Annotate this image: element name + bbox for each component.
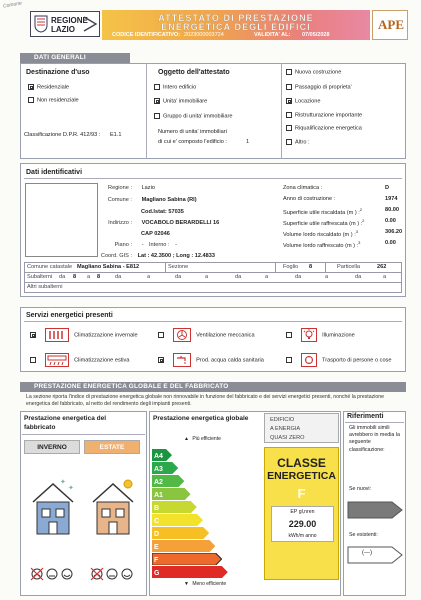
fabbricato-title-2: fabbricato [24,424,56,431]
superficie-riscaldata: Superficie utile riscaldata (m ) :$^2$ [283,207,363,216]
cell-border [325,263,326,273]
id-indirizzo [100,220,219,226]
energy-class-label: G [154,570,160,578]
elevator-icon [301,353,317,367]
ep-box [271,506,334,542]
sub-a-label-2: a [147,274,151,280]
energy-class-a4 [152,449,172,461]
divider [146,63,147,159]
non-residenziale-label: Non residenziale [37,97,79,104]
volume-riscaldato-value: 306.20 [385,229,403,235]
classe-energetica-box [264,447,339,580]
servizio-ventilazione[interactable] [158,328,255,342]
zona-climatica-value: D [385,185,390,191]
numero-unita-label-2: di cui e' composto l'edificio : [158,139,227,145]
energy-class-label: B [154,505,160,513]
volume-raffrescato-value: 0.00 [385,240,396,246]
energy-class-label: A1 [154,492,163,500]
arrow-up-icon: ▲ [184,436,189,442]
piu-efficiente-text: Più efficiente [192,436,221,442]
superficie-riscaldata-label: Superficie utile riscaldata (m ) : [283,209,360,216]
comune-field-value: Magliano Sabina (RI) [141,197,197,203]
divider [22,434,145,435]
trasporto-checkbox[interactable] [286,357,292,363]
riferimenti-text: Gli immobili simili avrebbero in media la seguente classificazione: [349,425,400,453]
ape-logo [372,10,408,40]
corner-handwriting: Comune [2,0,23,10]
superficie-raffrescata-label: Superficie utile raffrescata (m ) : [283,220,363,227]
ventilazione-checkbox[interactable] [158,332,164,338]
regione-field-value: Lazio [141,185,155,191]
ristrutturazione-checkbox[interactable] [286,112,292,118]
motivo-nuova-costruzione[interactable] [286,69,341,75]
classe-value: F [297,486,306,501]
header-title-line1: ATTESTATO DI PRESTAZIONE [158,13,314,23]
house-winter-icon [28,476,78,542]
ep-label: EP gl,nren [290,509,315,515]
servizio-illuminazione[interactable] [286,328,355,342]
esistenti-arrow [346,545,404,567]
sub-da-label-4: da [235,274,242,280]
svg-text:✦: ✦ [68,485,74,492]
id-comune [100,197,197,203]
volume-raffrescato: Volume lordo raffrescato (m ) :$^3$ [283,240,361,249]
esistenti-label: Se esistenti: [349,532,378,538]
zona-climatica [283,185,322,191]
energy-class-scale [152,449,262,579]
energy-class-label: A3 [154,466,163,474]
destinazione-non-residenziale[interactable] [28,97,79,103]
energy-class-label: D [154,531,160,539]
anno-costruzione-label: Anno di costruzione : [283,196,336,202]
regione-label: REGIONE [51,16,88,25]
oggetto-unita-immobiliare[interactable] [154,98,207,104]
locazione-checkbox[interactable] [286,98,292,104]
nuova-costruzione-checkbox[interactable] [286,69,292,75]
comune-field-label: Comune : [107,197,132,203]
subalterni-label: Subalterni [27,274,53,280]
servizio-acqua-calda[interactable] [158,353,264,367]
sub-a-label-4: a [265,274,269,280]
dati-generali-header: DATI GENERALI [20,53,130,63]
climatizzazione-estiva-checkbox[interactable] [30,357,36,363]
prestazione-intro: La sezione riporta l'indice di prestazione energetica globale non rinnovabile in funzione del fabbricato e dei servizi energetici presenti, nonché la prestazione energetica del fabbricato, al netto del rendimento degli impianti presenti. [26,394,384,407]
sub-da-label-6: da [355,274,362,280]
residenziale-label: Residenziale [37,84,70,91]
climatizzazione-estiva-label: Climatizzazione estiva [74,357,130,364]
inverno-rating-icon [30,567,76,583]
ep-value: 229.00 [288,519,317,529]
energy-class-label: A4 [154,453,163,461]
destinazione-title: Destinazione d'uso [26,69,90,76]
superficie-raffrescata: Superficie utile raffrescata (m ) :$^2$ [283,218,365,227]
prestazione-header: PRESTAZIONE ENERGETICA GLOBALE E DEL FABBRICATO [20,382,406,392]
energy-class-a1 [152,488,191,500]
motivo-riqualificazione[interactable] [286,125,362,131]
comune-catastale-value: Magliano Sabina - E812 [77,264,140,270]
riferimenti-title: Riferimenti [347,413,384,420]
sub-da-label-2: da [115,274,122,280]
climatizzazione-invernale-label: Climatizzazione invernale [74,332,138,339]
sub-da-label-5: da [295,274,302,280]
nuovi-arrow [346,500,404,522]
interno-field-value: - [175,242,177,248]
regione-field-label: Regione : [108,185,132,191]
catasto-row-1 [25,263,401,273]
inverno-label [24,440,80,454]
riqualificazione-checkbox[interactable] [286,125,292,131]
svg-text:✦: ✦ [60,479,66,486]
sub-a-label-6: a [383,274,387,280]
inverno-label-text: INVERNO [37,444,67,451]
superficie-riscaldata-value: 80.00 [385,207,399,213]
esistenti-value: (---) [362,550,372,556]
non-residenziale-checkbox[interactable] [28,97,34,103]
oggetto-gruppo-unita[interactable] [154,113,232,119]
coord-field-value: Lat : 42.3500 ; Long : 12.4833 [137,253,215,259]
illuminazione-label: Illuminazione [322,332,355,339]
volume-raffrescato-label: Volume lordo raffrescato (m ) : [283,242,359,249]
edificio-label-1: EDIFICIO [270,417,295,423]
motivo-passaggio-proprieta[interactable] [286,84,352,90]
acqua-calda-checkbox[interactable] [158,357,164,363]
sub-a-label-3: a [205,274,209,280]
altri-subalterni-label: Altri subalterni [27,284,63,290]
energy-class-b [152,501,197,513]
title-underline [24,321,402,322]
servizio-trasporto[interactable] [286,353,391,367]
volume-riscaldato-label: Volume lordo riscaldato (m ) : [283,231,356,238]
title-underline [24,178,402,179]
id-codistat: Cod.Istat: 57035 [141,209,184,215]
unita-immobiliare-label: Unita' immobiliare [163,98,208,105]
catasto-table [24,262,402,293]
indirizzo-field-value: VOCABOLO BERARDELLI 16 [141,220,220,226]
foglio-label: Foglio [283,264,299,270]
acqua-calda-label: Prod. acqua calda sanitaria [196,357,264,364]
faucet-icon [173,353,191,367]
classificazione-label: Classificazione D.P.R. 412/93 : [24,132,101,138]
servizio-climatizzazione-estiva[interactable] [30,353,129,367]
energy-class-c [152,514,203,526]
regione-name: LAZIO [51,25,75,34]
codice-label: CODICE IDENTIFICATIVO: [112,32,181,38]
foglio-value: 8 [309,264,313,270]
indirizzo-field-label: Indirizzo : [108,220,132,226]
divider [281,63,282,159]
sub-a-label-5: a [325,274,329,280]
codice-value: 2023000003724 [184,32,224,38]
servizi-title: Servizi energetici presenti [26,312,113,319]
sub-da-label-3: da [175,274,182,280]
comune-catastale-label: Comune catastale [27,264,73,270]
classificazione-value: E1.1 [109,132,122,138]
building-photo-placeholder [25,183,98,257]
sezione-label: Sezione [168,264,189,270]
servizio-climatizzazione-invernale[interactable] [30,328,138,342]
sub-da-value: 8 [73,274,77,280]
dati-identificativi-title: Dati identificativi [26,169,83,176]
impianti-title: Prestazione energetica globale [153,415,249,422]
ep-unit-text: kWh/m anno [288,533,317,539]
residenziale-checkbox[interactable] [28,84,34,90]
arrow-down-icon: ▼ [184,581,189,587]
fan-icon [173,328,191,342]
oggetto-title: Oggetto dell'attestato [158,69,230,76]
nuova-costruzione-label: Nuova costruzione [295,69,342,76]
superficie-raffrescata-value: 0.00 [385,218,396,224]
radiator-icon [45,328,69,342]
intero-edificio-label: Intero edificio [163,84,197,91]
destinazione-residenziale[interactable] [28,84,69,90]
id-regione [100,185,155,191]
classe-title-1: CLASSE [277,456,326,470]
ac-unit-icon [45,353,69,367]
edificio-label-3: QUASI ZERO [270,435,305,441]
estate-label-text: ESTATE [99,444,125,451]
climatizzazione-invernale-checkbox[interactable] [30,332,36,338]
sub-a-label: a [87,274,91,280]
sub-da-label: da [59,274,66,280]
validita-label: VALIDITA' AL: [254,32,291,38]
meno-efficiente-label [184,581,226,587]
ristrutturazione-label: Ristrutturazione importante [295,112,363,119]
catasto-row-2 [25,273,401,283]
energy-class-label: F [154,557,159,565]
energy-class-label: A2 [154,479,163,487]
meno-efficiente-text: Meno efficiente [192,581,227,587]
energy-class-label: C [154,518,160,526]
gruppo-unita-label: Gruppo di unita' immobiliare [163,113,233,120]
header-title-line2: ENERGETICA DEGLI EDIFICI [161,22,311,32]
illuminazione-checkbox[interactable] [286,332,292,338]
passaggio-proprieta-label: Passaggio di proprieta' [295,84,352,91]
sub-a-value: 8 [97,274,101,280]
volume-riscaldato: Volume lordo riscaldato (m ) :$^3$ [283,229,358,238]
interno-field-label: Interno : [149,242,170,248]
intero-edificio-checkbox[interactable] [154,84,160,90]
estate-rating-icon [90,567,136,583]
particella-value: 262 [377,264,387,270]
energy-class-a3 [152,462,178,474]
energy-class-a2 [152,475,184,487]
coord-field-label: Coord. GIS : [100,253,132,259]
energy-class-d [152,527,209,539]
oggetto-intero-edificio[interactable] [154,84,196,90]
zona-climatica-label: Zona climatica : [283,185,323,191]
id-cap: CAP 02046 [141,231,170,237]
gruppo-unita-checkbox[interactable] [154,113,160,119]
piano-field-label: Piano : [114,242,132,248]
classificazione-dpr [24,132,121,138]
edificio-nzeb-box [264,413,339,443]
nuovi-label: Se nuovi: [349,486,372,492]
trasporto-label: Trasporto di persone o cose [322,357,392,364]
fabbricato-title-1: Prestazione energetica del [24,415,107,422]
regione-emblem-icon [34,15,48,33]
ape-logo-text: APE [378,17,404,32]
particella-label: Particella [337,264,361,270]
energy-class-g [152,566,228,578]
unita-immobiliare-checkbox[interactable] [154,98,160,104]
passaggio-proprieta-checkbox[interactable] [286,84,292,90]
ep-unit [272,533,333,539]
numero-unita-label-1: Numero di unita' immobiliari [158,129,227,135]
motivo-altro[interactable] [286,139,310,145]
energy-class-e [152,540,215,552]
regione-logo [30,11,100,37]
altro-label: Altro : [295,139,310,146]
estate-label [84,440,140,454]
altro-checkbox[interactable] [286,139,292,145]
cell-border [165,263,166,273]
energy-class-label: E [154,544,159,552]
validita-value: 07/05/2028 [302,32,330,38]
energy-class-f [152,553,222,565]
piu-efficiente-label [184,436,221,442]
edificio-label-2: A ENERGIA [270,426,301,432]
regione-chevron-icon [83,16,97,34]
motivo-ristrutturazione[interactable] [286,112,362,118]
anno-costruzione-value: 1974 [385,196,398,202]
divider [345,422,404,423]
id-coord [100,253,215,259]
ventilazione-label: Ventilazione meccanica [196,332,255,339]
catasto-row-3 [25,283,401,293]
cell-border [275,263,276,273]
header-title-banner [102,10,370,40]
motivo-locazione[interactable] [286,98,321,104]
lightbulb-icon [301,328,317,342]
classe-title-2: ENERGETICA [267,470,336,482]
piano-field-value: - [141,242,144,248]
riqualificazione-label: Riqualificazione energetica [295,125,362,132]
locazione-label: Locazione [295,98,321,105]
numero-unita-value: 1 [246,139,250,145]
house-summer-icon [88,476,138,542]
id-piano-interno [100,242,177,248]
anno-costruzione [283,196,335,202]
